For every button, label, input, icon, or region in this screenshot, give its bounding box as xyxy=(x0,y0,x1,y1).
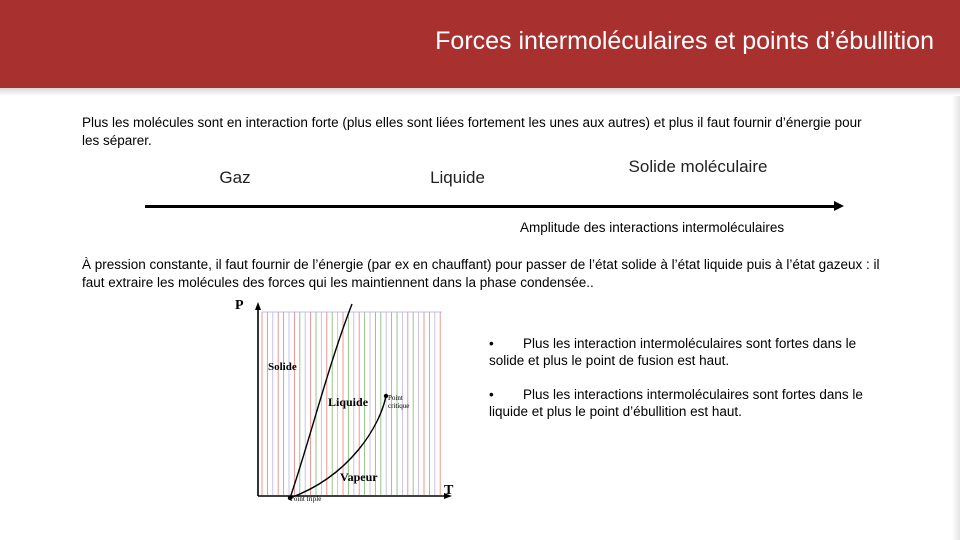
slide-title: Forces intermoléculaires et points d’ébullition xyxy=(435,27,934,55)
intro-paragraph: Plus les molécules sont en interaction forte (plus elles sont liées fortement les unes aux autres) et plus il faut fournir d’énergie pour les séparer. xyxy=(82,115,862,148)
p-axis-label: P xyxy=(235,298,244,313)
triple-point-label: Point triple xyxy=(290,495,322,503)
bullet-item-fusion xyxy=(489,335,869,369)
liquide-region-label: Liquide xyxy=(328,395,369,409)
state-solide-label: Solide moléculaire xyxy=(628,157,768,176)
bullet-item-ebullition xyxy=(489,386,869,420)
state-gaz-label: Gaz xyxy=(219,168,251,187)
arrow-head-icon xyxy=(834,201,844,211)
title-bar xyxy=(0,0,960,88)
critical-point-label xyxy=(388,394,409,410)
interaction-axis-label: Amplitude des interactions intermoléculaires xyxy=(520,220,785,235)
bullet-text: Plus les interactions intermoléculaires sont fortes dans le liquide et plus le point d’ébullition est haut. xyxy=(489,387,863,419)
critical-point-label-line1: Point xyxy=(388,394,403,402)
header-shadow xyxy=(0,88,960,96)
right-edge-shadow xyxy=(952,96,960,540)
critical-point-label-line2: critique xyxy=(388,402,410,410)
state-liquide-label: Liquide xyxy=(430,168,485,187)
solide-region-label: Solide xyxy=(268,361,297,373)
bullet-marker: • xyxy=(489,336,494,351)
bullet-text: Plus les interaction intermoléculaires sont fortes dans le solide et plus le point de fusion est haut. xyxy=(489,336,857,368)
y-arrow-icon xyxy=(255,302,261,310)
t-axis-label: T xyxy=(444,483,454,498)
phase-diagram xyxy=(230,296,462,504)
pressure-paragraph: À pression constante, il faut fournir de l’énergie (par ex en chauffant) pour passer de l’état solide à l’état liquide puis à l’état gazeux : il faut extraire les molécules des forces qui les maintiennent dans la phase condensée.. xyxy=(82,257,880,290)
vapeur-region-label: Vapeur xyxy=(340,470,378,484)
interaction-axis-line xyxy=(145,205,835,208)
bullet-marker: • xyxy=(489,387,494,402)
